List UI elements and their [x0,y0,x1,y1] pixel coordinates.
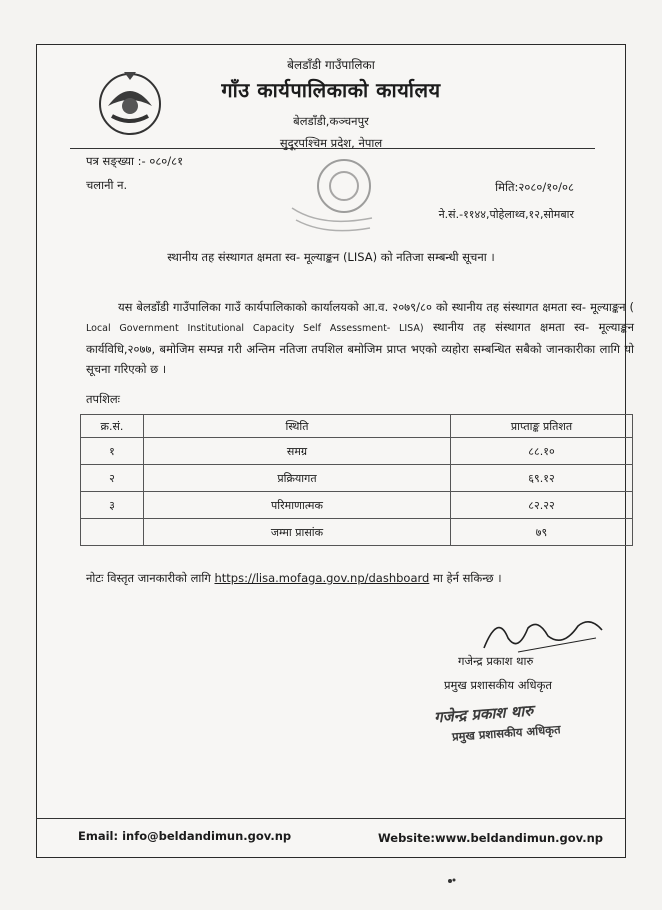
table-row [81,465,633,492]
header-percentage: प्राप्ताङ्क प्रतिशत [451,415,633,438]
table-label: तपशिलः [86,392,121,406]
cell-sn [81,519,144,546]
note-prefix: नोटः विस्तृत जानकारीको लागि [86,571,211,585]
cell-percentage: ८२.२२ [451,492,633,519]
ink-speck [446,876,458,886]
table-total-row [81,519,633,546]
signature-icon [478,608,608,658]
cell-status: जम्मा प्रासांक [144,519,451,546]
footer-email: Email: info@beldandimun.gov.np [78,829,292,843]
cell-status: परिमाणात्मक [144,492,451,519]
note-suffix: मा हेर्न सकिन्छ । [433,571,502,585]
office-title: गाँउ कार्यपालिकाको कार्यालय [221,78,441,102]
cell-sn: २ [81,465,144,492]
notice-subject: स्थानीय तह संस्थागत क्षमता स्व- मूल्याङ्कन (LISA) को नतिजा सम्बन्धी सूचना । [167,250,495,264]
body-english-term: Local Government Institutional Capacity Self Assessment- LISA) [86,323,424,334]
notice-body [86,297,634,379]
address-line-2: सुदूरपश्चिम प्रदेश, नेपाल [279,136,383,150]
office-stamp-icon [282,148,392,238]
header-status: स्थिति [144,415,451,438]
municipality-name: बेलडाँडी गाउँपालिका [287,58,375,72]
letter-date: मिति:२०८०/१०/०८ [495,180,574,194]
table-row [81,492,633,519]
signer-title: प्रमुख प्रशासकीय अधिकृत [444,678,552,692]
reference-number: पत्र सङ्ख्या :- ०८०/८१ [86,154,184,168]
title-stamp: प्रमुख प्रशासकीय अधिकृत [451,722,561,744]
nepal-sambat-date: ने.सं.-११४४,पोहेलाथ्व,१२,सोमबार [438,208,574,221]
results-table [80,414,633,546]
address-line-1: बेलडाँडी,कञ्चनपुर [293,114,369,128]
footer-website: Website:www.beldandimun.gov.np [378,831,604,845]
dashboard-link[interactable]: https://lisa.mofaga.gov.np/dashboard [214,571,430,585]
signer-name: गजेन्द्र प्रकाश थारु [458,654,534,668]
note-line [86,571,502,586]
cell-sn: १ [81,438,144,465]
body-part-2: स्थानीय तह संस्थागत क्षमता स्व- मूल्याङ्कन कार्यविधि,२०७७, बमोजिम सम्पन्न गरी अन्तिम नतिजा तपशिल बमोजिम प्राप्त भएको व्यहोरा सम्बन्धित सबैको जानकारीका लागि यो सूचना गरिएको छ । [86,320,635,376]
body-part-1: यस बेलडाँडी गाउँपालिका गाउँ कार्यपालिकाको कार्यालयको आ.व. २०७९/८० को स्थानीय तह संस्थागत क्षमता स्व- मूल्याङ्कन ( [117,300,634,314]
table-header-row [81,415,633,438]
dispatch-number: चलानी न. [86,178,128,192]
name-stamp: गजेन्द्र प्रकाश थारु [433,701,534,727]
cell-sn: ३ [81,492,144,519]
header-sn: क्र.सं. [81,415,144,438]
cell-percentage: ८८.१० [451,438,633,465]
table-row [81,438,633,465]
cell-status: समग्र [144,438,451,465]
cell-status: प्रक्रियागत [144,465,451,492]
cell-percentage: ७९ [451,519,633,546]
cell-percentage: ६९.१२ [451,465,633,492]
footer-divider [36,818,626,819]
